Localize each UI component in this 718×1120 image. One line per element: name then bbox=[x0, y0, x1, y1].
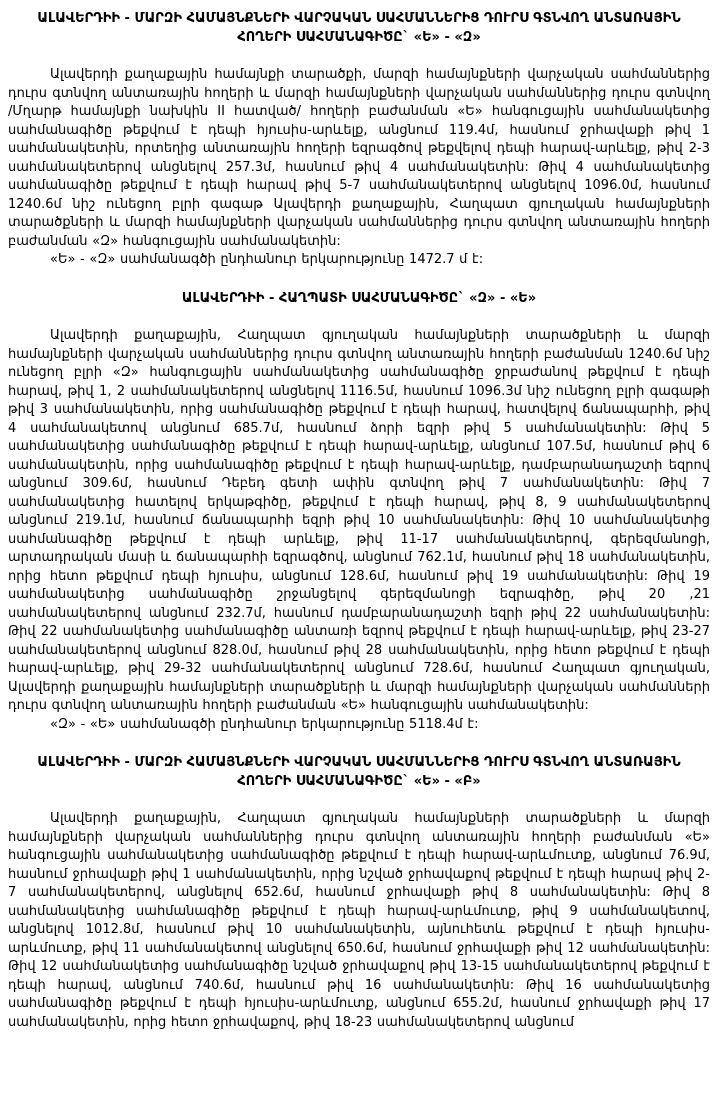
total-length-line-z-e: «Զ» - «Ե» սահմանագծի ընդհանուր երկարությունը 5118.4մ է: bbox=[50, 716, 479, 732]
section-heading-forest-lands-e-z: ԱԼԱՎԵՐԴԻԻ - ՄԱՐԶԻ ՀԱՄԱՅՆՔՆԵՐԻ ՎԱՐՉԱԿԱՆ ՍԱՀՄԱՆՆԵՐԻՑ ԴՈՒՐՍ ԳՏՆՎՈՂ ԱՆՏԱՌԱՅԻՆ ՀՈՂԵՐԻ ՍԱՀՄԱՆԱԳԻԾԸ` «Ե» - «Զ» bbox=[37, 11, 681, 45]
section-boundary-e-z bbox=[8, 10, 710, 270]
section-heading-forest-lands-e-b: ԱԼԱՎԵՐԴԻԻ - ՄԱՐԶԻ ՀԱՄԱՅՆՔՆԵՐԻ ՎԱՐՉԱԿԱՆ ՍԱՀՄԱՆՆԵՐԻՑ ԴՈՒՐՍ ԳՏՆՎՈՂ ԱՆՏԱՌԱՅԻՆ ՀՈՂԵՐԻ ՍԱՀՄԱՆԱԳԻԾԸ` «Ե» - «Բ» bbox=[37, 755, 681, 789]
boundary-description-paragraph-e-b: Ալավերդի քաղաքային, Հաղպատ գյուղական համայնքների տարածքների և մարզի համայնքների վարչական սահմաններից դուրս գտնվող անտառային հողերի բաժանման «Ե» հանգուցային սահմանակետից սահմանագիծը թեքվում է դեպի հարավ-արևմուտք, անցնում 76.9մ, հասնում ջրհավաքի թիվ 1 սահմանակետին, որից նշված ջրհավաքով թեքվում է դեպի հարավ թիվ 2-7 սահմանակետերով, անցնելով 652.6մ, հասնում ջրհավաքի թիվ 8 սահմանակետին: Թիվ 8 սահմանակետից սահմանագիծը թեքվում է դեպի հարավ-արևմուտք, թիվ 9 սահմանակետով, անցնելով 1012.8մ, հասնում թիվ 10 սահմանակետին, այնուհետև թեքվում է դեպի հյուսիս-արևմուտք, թիվ 11 սահմանակետով անցնելով 650.6մ, հասնում ջրհավաքի թիվ 12 սահմանակետին: Թիվ 12 սահմանակետից սահմանագիծը նշված ջրհավաքով թիվ 13-15 սահմանակետերով թեքվում է դեպի հարավ, անցնում 740.6մ, հասնում թիվ 16 սահմանակետին: Թիվ 16 սահմանակետից սահմանագիծը թեքվում է դեպի հյուսիս-արևմուտք, անցնում 655.2մ, հասնում ջրհավաքի թիվ 17 սահմանակետին, որից հետո ջրհավաքով, թիվ 18-23 սահմանակետերով անցնում bbox=[8, 811, 710, 1030]
boundary-description-paragraph-z-e: Ալավերդի քաղաքային, Հաղպատ գյուղական համայնքների տարածքների և մարզի համայնքների վարչական սահմաններից դուրս գտնվող անտառային հողերի բաժանման 1240.6մ նիշ ունեցող բլրի «Զ» հանգուցային սահմանակետից սահմանագիծը ջրբաժանով թեքվում է դեպի հարավ, թիվ 1, 2 սահմանակետերով անցնելով 1116.5մ, հասնում 1096.3մ նիշ ունեցող բլրի գագաթի թիվ 3 սահմանակետին, որից սահմանագիծը թեքվում է դեպի հարավ, հատվելով ճանապարհի, թիվ 4 սահմանակետով անցնում 685.7մ, հասնում ձորի եզրի թիվ 5 սահմանակետին: Թիվ 5 սահմանակետից սահմանագիծը թեքվում է դեպի հարավ-արևելք, անցնում 107.5մ, հասնում թիվ 6 սահմանակետին, որից սահմանագիծը թեքվում է դեպի հարավ-արևելք, դամբարանադաշտի եզրով անցնում 309.6մ, հասնում Դեբեդ գետի ափին գտնվող թիվ 7 սահմանակետին: Թիվ 7 սահմանակետից հատելով երկաթգիծը, թեքվում է դեպի հարավ, թիվ 8, 9 սահմանակետերով անցնում 219.1մ, հասնում ճանապարհի եզրի թիվ 10 սահմանակետին: Թիվ 10 սահմանակետից սահմանագիծը թեքվում է դեպի արևելք, թիվ 11-17 սահմանակետերով, գերեզմանոցի, արտադրական մասի և ճանապարհի եզրագծով, անցնում 762.1մ, հասնում թիվ 18 սահմանակետին, որից հետո թեքվում դեպի հյուսիս, անցնում 128.6մ, հասնում թիվ 19 սահմանակետին: Թիվ 19 սահմանակետից սահմանագիծը շրջանցելով գերեզմանոցի եզրագիծը, թիվ 20 ,21 սահմանակետերով անցնում 232.7մ, հասնում դամբարանադաշտի եզրի թիվ 22 սահմանակետին: Թիվ 22 սահմանակետից սահմանագիծը անտառի եզրով թեքվում է դեպի հարավ-արևելք, թիվ 23-27 սահմանակետերով անցնում 828.0մ, հասնում թիվ 28 սահմանակետին, որից հետո թեքվում է դեպի հարավ-արևելք, թիվ 29-32 սահմանակետերով անցնում 728.6մ, հասնում Հաղպատ գյուղական, Ալավերդի քաղաքային համայնքների տարածքների և մարզի համայնքների վարչական սահմանների դուրս գտնվող անտառային հողերի բաժանման «Ե» հանգուցային սահմանակետին: bbox=[8, 328, 710, 713]
section-boundary-e-b bbox=[8, 754, 710, 1032]
boundary-description-paragraph-e-z: Ալավերդի քաղաքային համայնքի տարածքի, մարզի համայնքների վարչական սահմաններից դուրս գտնվող անտառային հողերի և մարզի համայնքների վարչական սահմաններից դուրս գտնվող /Մղարթ համայնքի նախկին II հատված/ հողերի բաժանման «Ե» հանգուցային սահմանակետից սահմանագիծը թեքվում է դեպի հյուսիս-արևելք, անցնում 119.4մ, հասնում ջրհավաքի թիվ 1 սահմանակետին, որտեղից անտառային հողերի եզրագծով թեքվելով դեպի հարավ-արևելք, թիվ 2-3 սահմանակետերով անցնելով 257.3մ, հասնում թիվ 4 սահմանակետին: Թիվ 4 սահմանակետից սահմանագիծը թեքվում է դեպի հարավ թիվ 5-7 սահմանակետերով անցնելով 1096.0մ, հասնում 1240.6մ նիշ ունեցող բլրի գագաթ Ալավերդի քաղաքային, Հաղպատ գյուղական համայնքների տարածքների և մարզի համայնքների վարչական սահմաններից դուրս գտնվող անտառային հողերի բաժանման «Զ» հանգուցային սահմանակետին: bbox=[8, 67, 710, 249]
total-length-line-e-z: «Ե» - «Զ» սահմանագծի ընդհանուր երկարությունը 1472.7 մ է: bbox=[50, 252, 484, 267]
section-boundary-alaverdi-haghpat bbox=[8, 290, 710, 735]
section-heading-alaverdi-haghpat-z-e: ԱԼԱՎԵՐԴԻԻ - ՀԱՂՊԱՏԻ ՍԱՀՄԱՆԱԳԻԾԸ` «Զ» - «Ե» bbox=[181, 290, 537, 306]
